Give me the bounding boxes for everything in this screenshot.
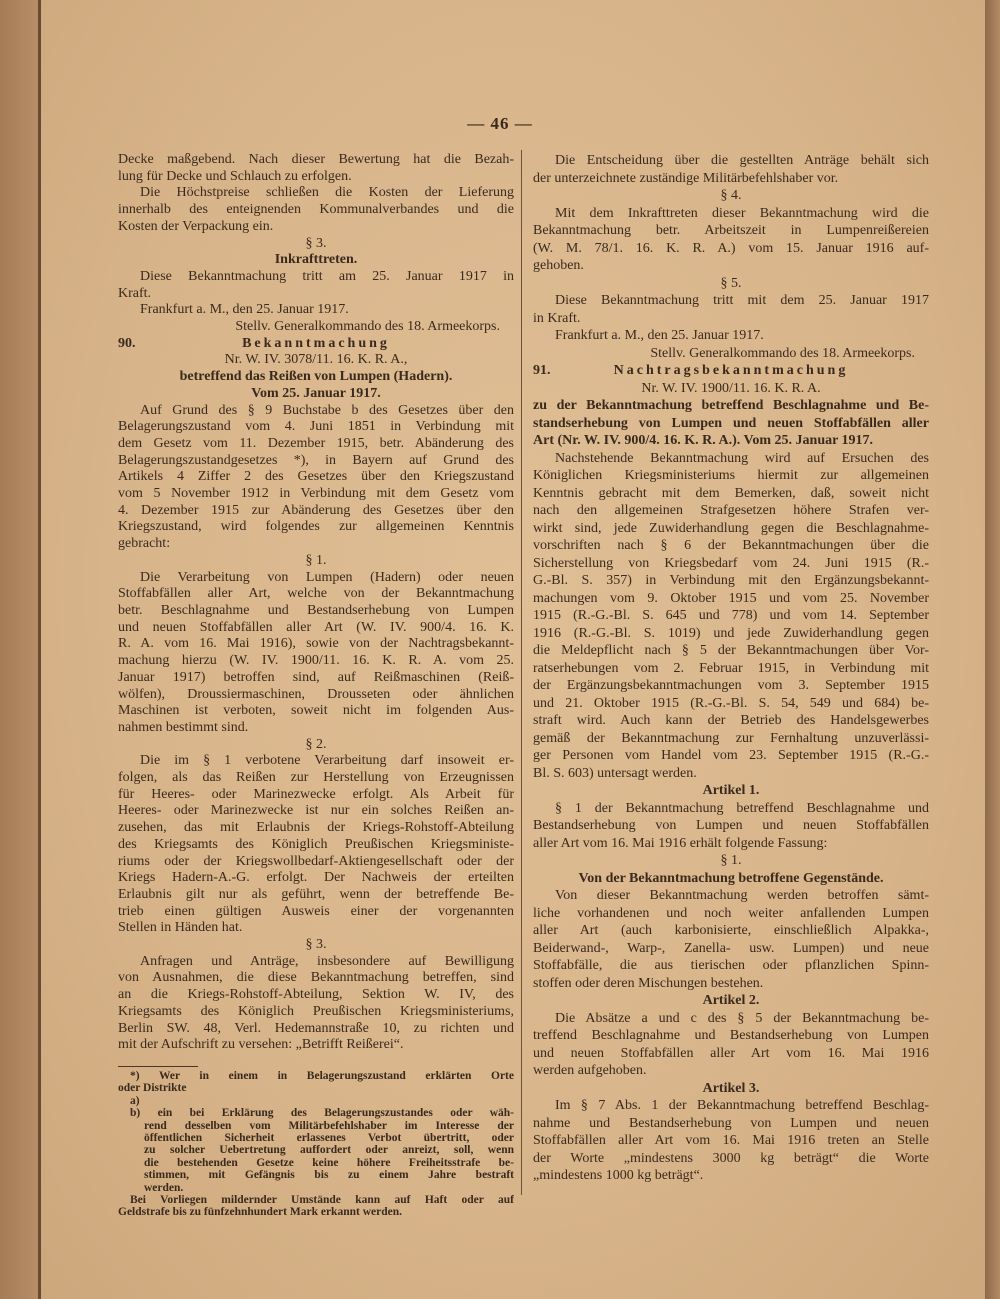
text-line: Kosten der Verpackung ein. <box>118 218 274 234</box>
text-line: trieb einen gültigen Ausweis einer der vorgenannten <box>118 903 514 919</box>
text-line: Kenntnis gebracht mit dem Bemerken, daß, soweit nicht <box>533 485 929 501</box>
text-line: Decke maßgebend. Nach dieser Bewertung hat die Bezah- <box>118 152 514 167</box>
footnote-line: werden. <box>144 1181 184 1194</box>
paragraph <box>533 205 929 275</box>
text-line: Königlichen Kriegsministeriums hiermit zur allgemeinen <box>533 468 929 483</box>
footnote-line: Bei Vorliegen mildernder Umstände kann auf Haft oder auf <box>130 1194 514 1207</box>
text-line: innerhalb des enteignenden Kommunalverbandes und die <box>118 202 514 218</box>
text-line: liche vorhandenen und noch weiter anfallenden Lumpen <box>533 905 929 921</box>
text-line: und neuen Stoffabfällen aller Art vom 16. Mai 1916 <box>533 1045 929 1061</box>
text-line: 1915 (R.-G.-Bl. S. 645 und 778) und vom 14. September <box>533 608 929 623</box>
announcement-number: 91. <box>533 363 551 378</box>
text-line: treffend Beschlagnahme und Bestandserhebung von Lumpen <box>533 1028 929 1043</box>
section-number: § 2. <box>305 736 327 752</box>
text-line: Belagerungszustandgesetzes *), in Bayern auf Grund des <box>118 452 514 468</box>
text-line: „mindestens 1000 kg beträgt“. <box>533 1168 704 1183</box>
text-line: Belagerungszustand vom 4. Juni 1851 in Verbindung mit <box>118 419 514 435</box>
text-line: Bl. S. 603) untersagt werden. <box>533 765 697 781</box>
text-line: machung hierzu (W. IV. 1900/11. 16. K. R. A. vom 25. <box>118 653 514 669</box>
text-line: folgen, als das Reißen zur Herstellung von Erzeugnissen <box>118 770 514 786</box>
announcement-title <box>118 336 514 353</box>
section-number: Nr. W. IV. 1900/11. 16. K. R. A. <box>641 380 821 396</box>
paragraph <box>118 152 514 185</box>
section-heading: Vom 25. Januar 1917. <box>251 385 381 401</box>
text-line: Frankfurt a. M., den 25. Januar 1917. <box>140 302 349 318</box>
text-line: des Kriegsamts des Königlich Preußischen Kriegsministe- <box>118 836 514 852</box>
text-line: Stoffabfälle, die aus tierischen oder pflanzlichen Spinn- <box>533 958 929 973</box>
text-line: Sicherstellung von Kriegsbedarf vom 24. Juni 1915 (R.- <box>533 555 929 571</box>
text-line: standserhebung von Lumpen und neuen Stoffabfällen aller <box>533 415 929 431</box>
section-heading: Artikel 2. <box>702 993 760 1008</box>
footnote-rule <box>118 1066 198 1067</box>
text-line: straft wird. Auch kann der Betrieb des Handelsgewerbes <box>533 713 929 728</box>
text-line: Bestandserhebung von Lumpen und neuen Stoffabfällen <box>533 818 929 833</box>
page-number: — 46 — <box>467 114 533 133</box>
text-line: werden aufgehoben. <box>533 1063 647 1078</box>
footnote-line: öffentlichen Sicherheit erlassenes Verbot übertritt, oder <box>144 1132 514 1144</box>
text-line: Kraft. <box>118 285 152 301</box>
footnote-line: b) ein bei Erklärung des Belagerungszustandes oder wäh- <box>130 1107 514 1120</box>
right-column <box>533 152 929 1185</box>
text-line: Die Entscheidung über die gestellten Anträge behält sich <box>555 153 929 168</box>
signature: Stellv. Generalkommando des 18. Armeekorps. <box>650 345 915 361</box>
text-line: Mit dem Inkrafttreten dieser Bekanntmachung wird die <box>555 205 929 221</box>
paragraph <box>118 185 514 235</box>
paragraph <box>533 887 929 992</box>
text-line: der Worte „mindestens 3000 kg beträgt“ die Worte <box>533 1150 929 1166</box>
text-line: betr. Beschlagnahme und Bestandserhebung von Lumpen <box>118 602 514 618</box>
text-line: nahmen bestimmt sind. <box>118 719 249 735</box>
text-line: gemäß der Bekanntmachung zur Fernhaltung unzuverlässi- <box>533 730 929 746</box>
text-line: Kriegszustand, wird folgendes zur allgemeinen Kenntnis <box>118 519 514 535</box>
text-line: Beiderwand-, Warp-, Zanella- usw. Lumpen) und neue <box>533 940 929 956</box>
text-line: für Heeres- oder Marinezwecke erfolgt. Als Arbeit für <box>118 786 514 802</box>
text-line: Art (Nr. W. IV. 900/4. 16. K. R. A.). Vom 25. Januar 1917. <box>533 433 874 448</box>
text-line: ratserhebungen vom 2. Februar 1915, in Verbindung mit <box>533 660 929 676</box>
text-line: Diese Bekanntmachung tritt mit dem 25. Januar 1917 <box>555 293 929 308</box>
text-line: wirkt sind, jede Zuwiderhandlung gegen die Beschlagnahme- <box>533 520 929 536</box>
text-line: Berlin SW. 48, Verl. Hedemannstraße 10, zu richten und <box>118 1020 514 1036</box>
text-line: Diese Bekanntmachung tritt am 25. Januar 1917 in <box>140 268 514 284</box>
footnote-line: a) <box>130 1094 140 1107</box>
text-line: nahme und Bestandserhebung von Lumpen und neuen <box>533 1115 929 1131</box>
paragraph <box>533 450 929 783</box>
paragraph <box>118 302 514 319</box>
text-line: zusehen, das mit Erlaubnis der Kriegs-Rohstoff-Abteilung <box>118 820 514 836</box>
paragraph <box>533 397 929 450</box>
text-line: Die Verarbeitung von Lumpen (Hadern) oder neuen <box>140 569 514 585</box>
section-heading: betreffend das Reißen von Lumpen (Hadern). <box>179 369 453 385</box>
text-line: Stoffabfällen aller Art vom 16. Mai 1916 treten an Stelle <box>533 1133 929 1148</box>
section-heading: Inkrafttreten. <box>274 252 358 268</box>
paragraph <box>533 152 929 187</box>
text-line: machungen vom 9. Oktober 1915 und vom 25. November <box>533 590 929 606</box>
announcement-title <box>533 362 929 380</box>
text-line: Die Absätze a und c des § 5 der Bekanntmachung be- <box>555 1010 929 1026</box>
text-line: der Ergänzungsbekanntmachungen vom 3. September 1915 <box>533 678 929 693</box>
text-line: nach den allgemeinen Strafgesetzen höhere Strafen ver- <box>533 503 929 518</box>
text-line: und neuen Stoffabfällen aller Art (W. IV. 900/4. 16. K. <box>118 619 514 635</box>
scan-binding-strip <box>0 0 40 1299</box>
text-line: Stellen in Händen hat. <box>118 920 243 936</box>
text-line: aller Art vom 16. Mai 1916 erhält folgende Fassung: <box>533 835 828 851</box>
paragraph <box>533 327 929 345</box>
text-line: Nachstehende Bekanntmachung wird auf Ersuchen des <box>555 450 929 466</box>
paragraph <box>533 1010 929 1080</box>
paragraph <box>533 292 929 327</box>
section-number: § 3. <box>305 937 327 953</box>
text-line: Bekanntmachung betr. Arbeitszeit in Lumpenreißereien <box>533 223 929 238</box>
section-number: § 3. <box>305 235 327 251</box>
text-line: der unterzeichnete zuständige Militärbefehlshaber vor. <box>533 170 839 186</box>
footnote-line: rend desselben vom Militärbefehlshaber im Interesse der <box>144 1119 514 1132</box>
text-line: aller Art (auch karbonisierte, einschließlich Alpakka-, <box>533 923 929 938</box>
section-number: § 1. <box>720 853 742 868</box>
text-line: lung für Decke und Schlauch zu erfolgen. <box>118 168 352 184</box>
text-line: Im § 7 Abs. 1 der Bekanntmachung betreffend Beschlag- <box>555 1098 929 1113</box>
text-line: 4. Dezember 1915 zur Abänderung des Gesetzes über den <box>118 502 514 518</box>
signature: Stellv. Generalkommando des 18. Armeekorps. <box>235 319 500 335</box>
text-line: Stoffabfällen aller Art, welche von der Bekanntmachung <box>118 586 514 602</box>
text-line: Frankfurt a. M., den 25. Januar 1917. <box>555 328 764 343</box>
paragraph <box>118 954 514 1054</box>
text-line: wölfen), Droussiermaschinen, Drousseten oder ähnlichen <box>118 686 514 702</box>
announcement-title-text: Nachtragsbekanntmachung <box>613 363 849 378</box>
paragraph <box>118 570 514 737</box>
text-line: Kriegsamts des Königlich Preußischen Kriegsministeriums, <box>118 1003 514 1019</box>
text-line: 1916 (R.-G.-Bl. S. 1019) und jede Zuwiderhandlung gegen <box>533 625 929 641</box>
text-line: und 21. Oktober 1915 (R.-G.-Bl. S. 54, 549 und 684) be- <box>533 695 929 711</box>
column-divider <box>521 150 522 1195</box>
text-line: in Kraft. <box>533 310 581 326</box>
text-line: gehoben. <box>533 258 584 273</box>
section-number: § 1. <box>305 552 327 568</box>
text-line: Kriegs Hadern-A.-G. erfolgt. Der Nachweis der erteilten <box>118 870 514 886</box>
text-line: Die Höchstpreise schließen die Kosten der Lieferung <box>140 185 514 201</box>
text-line: R. A. vom 16. Mai 1916), sowie von der Nachtragsbekannt- <box>118 636 514 652</box>
paragraph <box>118 269 514 302</box>
footnote-line: stimmen, mit Gefängnis bis zu einem Jahre bestraft <box>144 1169 514 1182</box>
footnote-line: *) Wer in einem in Belagerungszustand erklärten Orte <box>130 1069 514 1082</box>
paragraph <box>118 753 514 937</box>
text-line: § 1 der Bekanntmachung betreffend Beschlagnahme und <box>555 800 929 816</box>
paragraph <box>118 403 514 553</box>
left-column <box>118 152 514 1219</box>
text-line: G.-Bl. S. 357) in Verbindung mit den Ergänzungsbekannt- <box>533 573 929 588</box>
scan-right-edge <box>985 0 1000 1299</box>
text-line: Maschinen ist verboten, soweit nicht im folgenden Aus- <box>118 703 514 719</box>
text-line: stoffen oder deren Mischungen bestehen. <box>533 975 764 991</box>
text-line: Artikels 4 Ziffer 2 des Gesetzes über den Kriegszustand <box>118 469 514 485</box>
footnote <box>118 1070 514 1219</box>
footnote-line: oder Distrikte <box>118 1082 187 1095</box>
text-line: (W. M. 78/1. 16. K. R. A.) vom 15. Januar 1916 auf- <box>533 240 929 256</box>
text-line: vom 5 November 1912 in Verbindung mit dem Gesetz vom <box>118 486 514 502</box>
text-line: Erlaubnis gilt nur als geführt, wenn der betreffende Be- <box>118 886 514 902</box>
text-line: Die im § 1 verbotene Verarbeitung darf insoweit er- <box>140 753 514 769</box>
announcement-title-text: Bekanntmachung <box>242 335 390 351</box>
text-line: Von dieser Bekanntmachung werden betroffen sämt- <box>555 888 929 903</box>
section-heading: Von der Bekanntmachung betroffene Gegenstände. <box>578 870 884 886</box>
text-line: die Meldepflicht nach § 5 der Bekanntmachungen über Vor- <box>533 643 929 658</box>
text-line: dem Gesetz vom 11. Dezember 1915, betr. Abänderung des <box>118 435 514 451</box>
text-line: von Ausnahmen, die diese Bekanntmachung betreffen, sind <box>118 970 514 986</box>
section-number: § 4. <box>720 188 742 203</box>
text-line: mit der Aufschrift zu versehen: „Betrifft Reißerei“. <box>118 1037 404 1053</box>
text-line: riums oder der Kriegswollbedarf-Aktiengesellschaft oder der <box>118 853 514 869</box>
text-line: Auf Grund des § 9 Buchstabe b des Gesetzes über den <box>140 402 514 418</box>
text-line: vorschriften nach § 6 der Bekanntmachungen über die <box>533 538 929 553</box>
text-line: an die Kriegs-Rohstoff-Abteilung, Sektion W. IV, des <box>118 987 514 1003</box>
section-heading: Artikel 1. <box>702 783 760 798</box>
text-line: Heeres- oder Marinezwecke ist nur ein solches Reißen an- <box>118 803 514 819</box>
footnote-line: zu solcher Uebertretung auffordert oder anreizt, soll, wenn <box>144 1144 514 1157</box>
section-heading: Artikel 3. <box>702 1080 760 1096</box>
footnote-line: die bestehenden Gesetze keine höhere Freiheitsstrafe be- <box>144 1156 514 1169</box>
paragraph <box>533 800 929 853</box>
footnote-line: Geldstrafe bis zu fünfzehnhundert Mark erkannt werden. <box>118 1206 402 1219</box>
text-line: ger Personen vom Handel vom 23. September 1915 (R.-G.- <box>533 748 929 763</box>
text-line: zu der Bekanntmachung betreffend Beschlagnahme und Be- <box>533 398 929 413</box>
section-number: § 5. <box>720 275 742 291</box>
text-line: gebracht: <box>118 536 171 552</box>
section-number: Nr. W. IV. 3078/11. 16. K. R. A., <box>224 352 408 368</box>
announcement-number: 90. <box>118 335 136 351</box>
paragraph <box>533 1097 929 1185</box>
text-line: Januar 1917) betroffen sind, auf Reißmaschinen (Reiß- <box>118 669 514 685</box>
text-line: Anfragen und Anträge, insbesondere auf Bewilligung <box>140 953 514 969</box>
